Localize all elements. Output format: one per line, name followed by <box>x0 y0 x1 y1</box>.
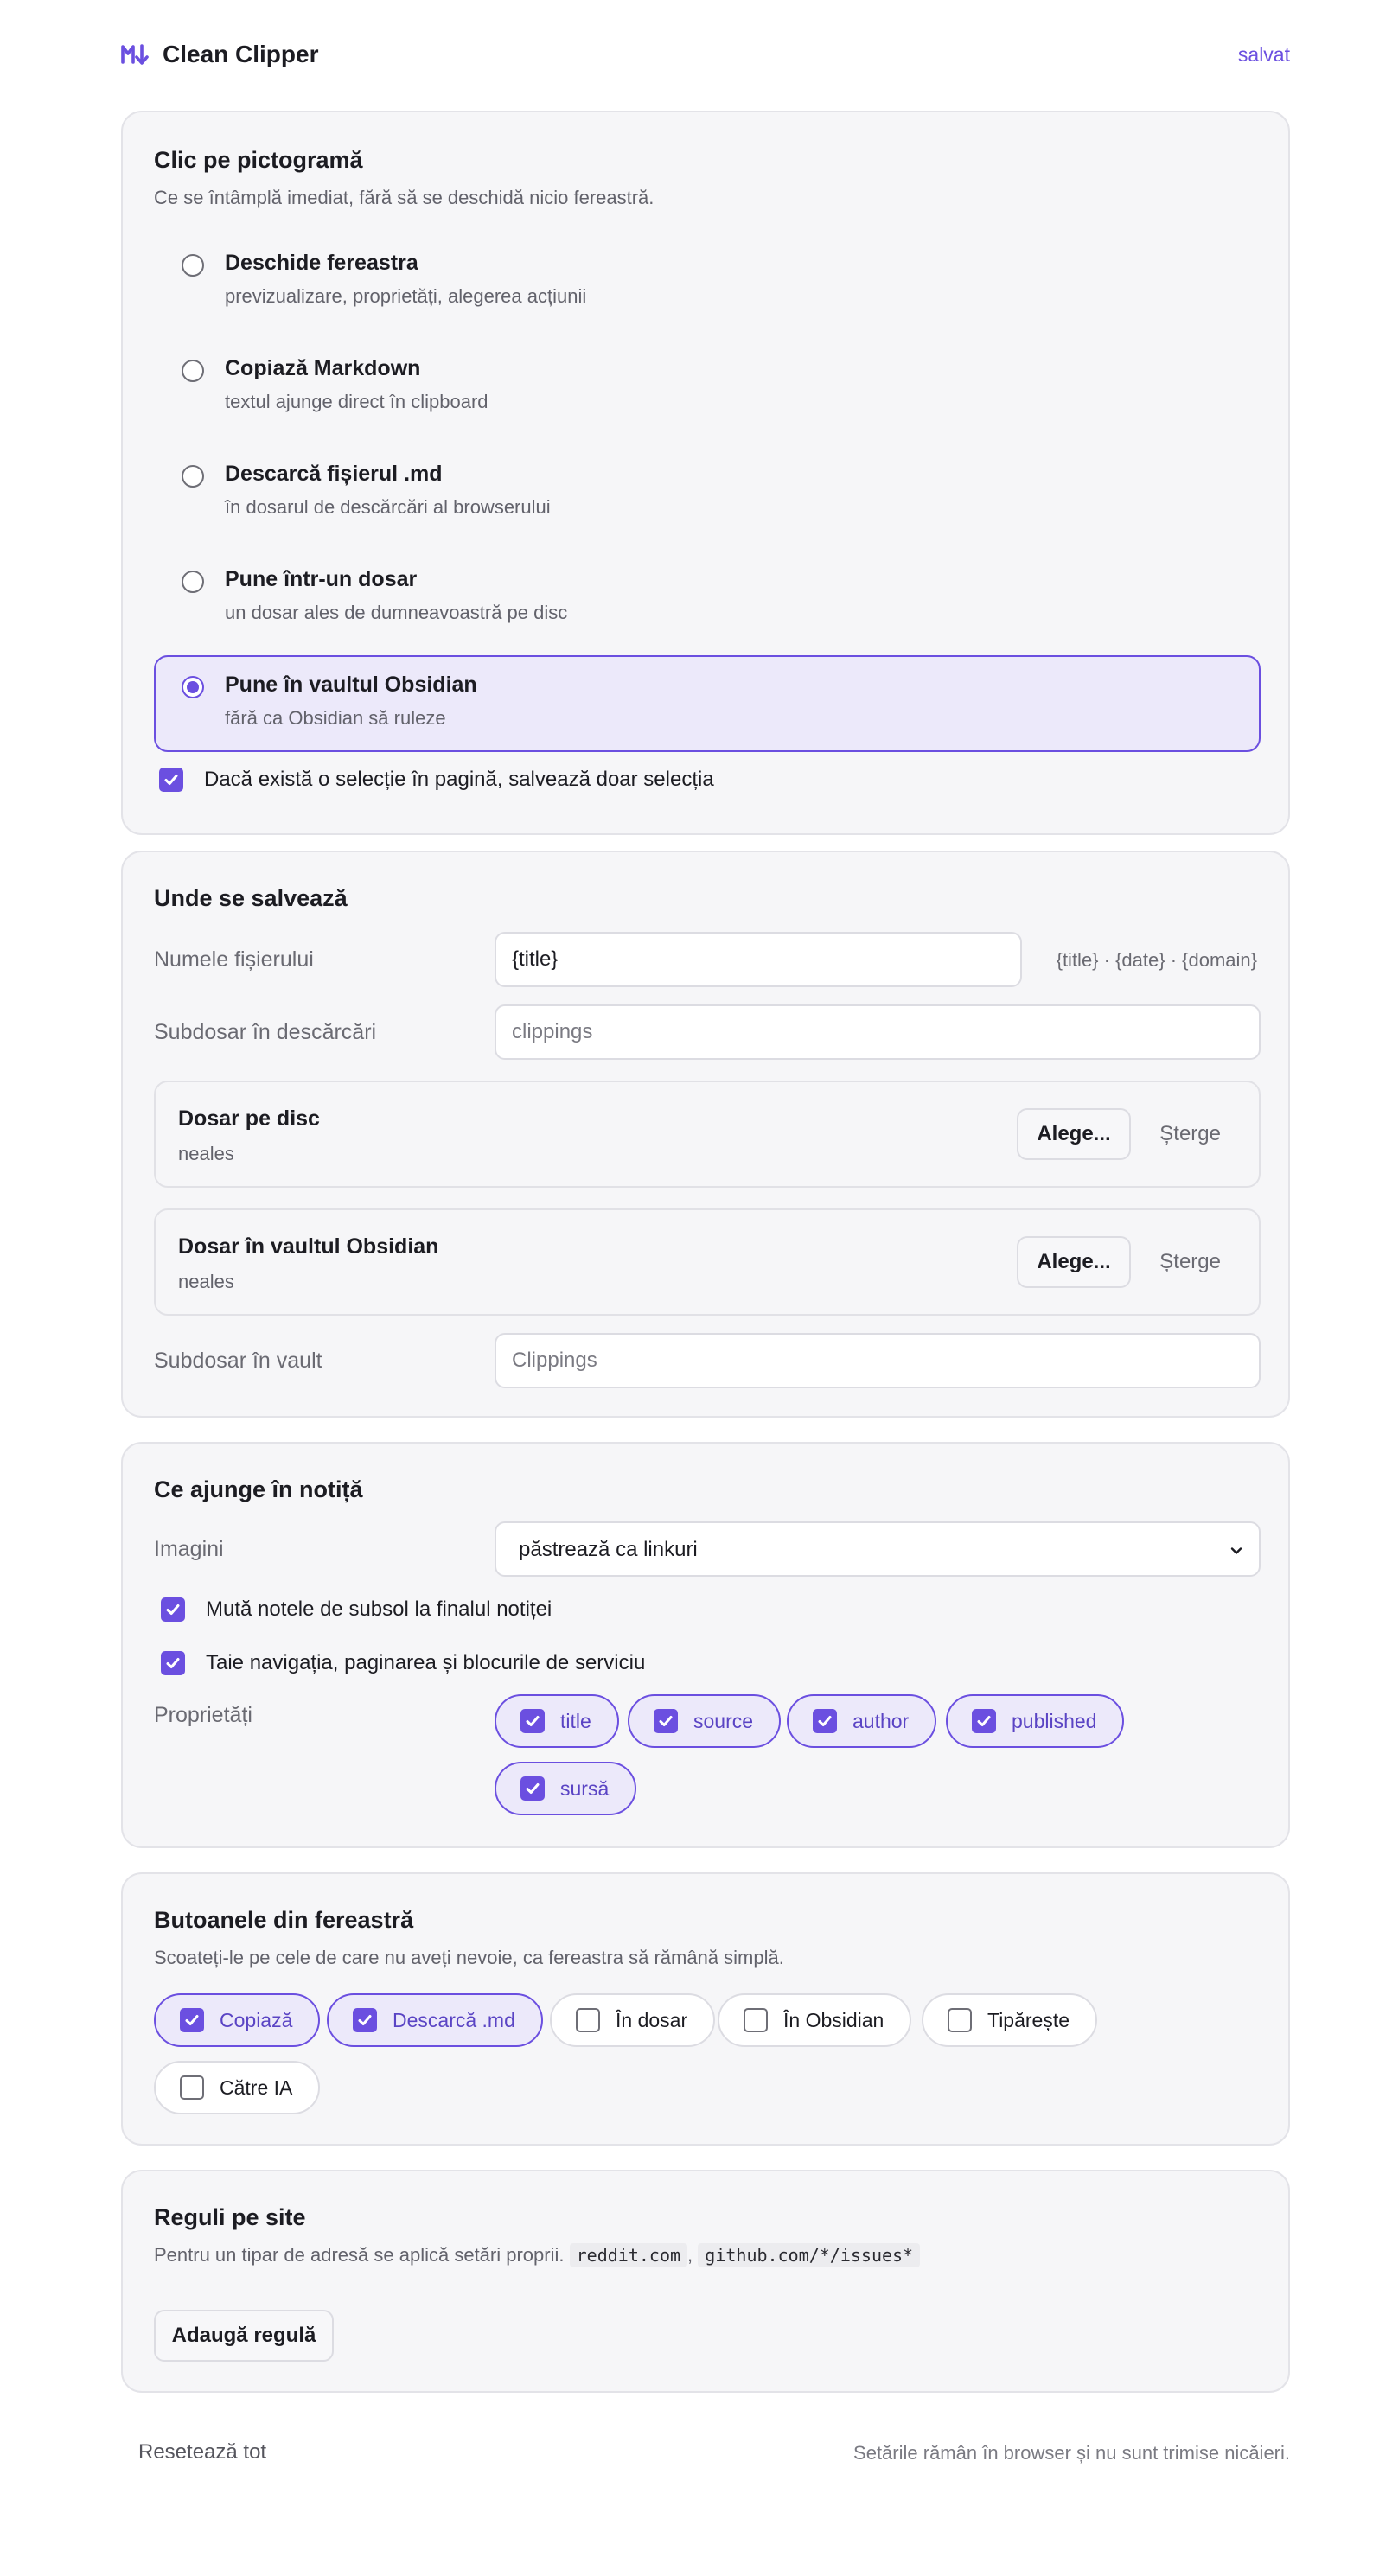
choose-vault-folder-button[interactable]: Alege... <box>1017 1236 1131 1288</box>
radio-button[interactable] <box>182 465 204 488</box>
check-icon <box>183 2012 201 2029</box>
section-title: Ce ajunge în notiță <box>154 1476 363 1502</box>
pill-label: Către IA <box>220 2075 293 2099</box>
vault-folder-value: neales <box>178 1271 234 1292</box>
section-title: Butoanele din fereastră <box>154 1907 414 1933</box>
radio-option-open-window[interactable] <box>154 233 1261 330</box>
images-select-value: păstrează ca linkuri <box>519 1538 698 1561</box>
choose-disk-folder-button[interactable]: Alege... <box>1017 1108 1131 1160</box>
button-pill-in-obsidian[interactable] <box>718 1993 911 2047</box>
checkbox[interactable] <box>520 1776 545 1801</box>
images-select[interactable] <box>495 1521 1261 1577</box>
radio-label: Copiază Markdown <box>225 356 421 380</box>
section-description: Scoateți-le pe cele de care nu aveți nevoie, ca fereastra să rămână simplă. <box>154 1947 784 1968</box>
header <box>121 0 1290 112</box>
cut-navigation-option[interactable] <box>161 1651 645 1675</box>
radio-button[interactable] <box>182 676 204 698</box>
button-pill-in-folder[interactable] <box>550 1993 715 2047</box>
check-icon <box>975 1712 993 1730</box>
images-label: Imagini <box>154 1537 224 1561</box>
checkbox[interactable] <box>159 768 183 792</box>
disk-folder-row <box>154 1081 1261 1188</box>
vault-subfolder-label: Subdosar în vault <box>154 1349 322 1373</box>
vault-folder-title: Dosar în vaultul Obsidian <box>178 1234 439 1259</box>
pill-label: published <box>1012 1709 1097 1732</box>
click-action-card <box>121 111 1290 835</box>
checkbox[interactable] <box>654 1709 678 1733</box>
section-description: Ce se întâmplă imediat, fără să se deschidă nicio fereastră. <box>154 187 654 208</box>
checkbox[interactable] <box>161 1597 185 1622</box>
rules-description-text: Pentru un tipar de adresă se aplică setări proprii. <box>154 2244 565 2266</box>
checkbox[interactable] <box>813 1709 837 1733</box>
radio-label: Descarcă fișierul .md <box>225 462 443 486</box>
saved-status: salvat <box>1237 42 1290 66</box>
filename-input[interactable] <box>495 932 1022 987</box>
pill-label: sursă <box>560 1776 610 1800</box>
check-icon <box>524 1780 541 1797</box>
radio-description: previzualizare, proprietăți, alegerea acțiunii <box>225 285 587 307</box>
clear-vault-folder-button[interactable]: Șterge <box>1159 1250 1221 1273</box>
check-icon <box>164 1655 182 1672</box>
downloads-subfolder-input[interactable] <box>495 1004 1261 1060</box>
property-pill-published[interactable] <box>946 1694 1124 1748</box>
example-pattern-reddit: reddit.com <box>570 2243 687 2267</box>
example-separator: , <box>687 2244 693 2266</box>
chevron-down-icon <box>1228 1542 1245 1559</box>
section-title: Reguli pe site <box>154 2204 306 2230</box>
checkbox[interactable] <box>353 2008 377 2032</box>
button-pill-print[interactable] <box>922 1993 1097 2047</box>
check-icon <box>356 2012 374 2029</box>
properties-label: Proprietăți <box>154 1703 252 1727</box>
property-pill-source[interactable] <box>628 1694 781 1748</box>
radio-label: Pune în vaultul Obsidian <box>225 673 477 697</box>
app-title: Clean Clipper <box>163 41 319 67</box>
pill-label: author <box>852 1709 910 1732</box>
filename-hint: {title} · {date} · {domain} <box>1056 949 1257 971</box>
radio-label: Deschide fereastra <box>225 251 418 275</box>
window-buttons-card <box>121 1872 1290 2146</box>
radio-description: un dosar ales de dumneavoastră pe disc <box>225 602 568 623</box>
section-title: Unde se salvează <box>154 885 348 911</box>
check-icon <box>816 1712 833 1730</box>
add-rule-button[interactable]: Adaugă regulă <box>154 2310 334 2362</box>
pill-label: title <box>560 1709 591 1732</box>
markdown-down-arrow-icon <box>121 43 149 66</box>
radio-description: în dosarul de descărcări al browserului <box>225 496 551 518</box>
radio-description: textul ajunge direct în clipboard <box>225 391 488 412</box>
disk-folder-value: neales <box>178 1143 234 1164</box>
site-rules-card <box>121 2170 1290 2393</box>
pill-label: Descarcă .md <box>393 2008 515 2031</box>
checkbox-label: Taie navigația, paginarea și blocurile de serviciu <box>206 1651 646 1674</box>
radio-description: fără ca Obsidian să ruleze <box>225 707 446 729</box>
save-location-card <box>121 851 1290 1418</box>
checkbox[interactable] <box>180 2075 204 2100</box>
checkbox-label: Dacă există o selecție în pagină, salvează doar selecția <box>204 768 714 791</box>
property-pill-title[interactable] <box>495 1694 619 1748</box>
property-pill-sursa[interactable] <box>495 1762 636 1815</box>
footnotes-option[interactable] <box>161 1597 552 1622</box>
radio-option-download-md[interactable] <box>154 444 1261 541</box>
pill-label: Tipărește <box>987 2008 1070 2031</box>
vault-folder-row <box>154 1208 1261 1316</box>
checkbox-label: Mută notele de subsol la finalul notiței <box>206 1597 552 1621</box>
vault-subfolder-input[interactable] <box>495 1333 1261 1388</box>
privacy-note: Setările rămân în browser și nu sunt trimise nicăieri. <box>853 2442 1290 2464</box>
button-pill-to-ai[interactable] <box>154 2061 320 2114</box>
pill-label: În dosar <box>616 2008 688 2031</box>
section-description <box>154 2244 920 2267</box>
radio-option-put-in-folder[interactable] <box>154 550 1261 647</box>
button-pill-download-md[interactable] <box>327 1993 543 2047</box>
checkbox[interactable] <box>948 2008 972 2032</box>
radio-option-obsidian-vault[interactable] <box>154 655 1261 752</box>
check-icon <box>164 1601 182 1618</box>
radio-button[interactable] <box>182 360 204 382</box>
disk-folder-title: Dosar pe disc <box>178 1106 320 1131</box>
pill-label: În Obsidian <box>783 2008 884 2031</box>
check-icon <box>163 771 180 788</box>
checkbox[interactable] <box>161 1651 185 1675</box>
section-title: Clic pe pictogramă <box>154 147 363 173</box>
brand <box>121 41 318 68</box>
radio-option-copy-markdown[interactable] <box>154 339 1261 436</box>
example-pattern-github: github.com/*/issues* <box>698 2243 920 2267</box>
note-content-card <box>121 1442 1290 1848</box>
checkbox[interactable] <box>972 1709 996 1733</box>
radio-label: Pune într-un dosar <box>225 567 418 591</box>
checkbox[interactable] <box>180 2008 204 2032</box>
pill-label: source <box>693 1709 754 1732</box>
check-icon <box>524 1712 541 1730</box>
checkbox[interactable] <box>520 1709 545 1733</box>
radio-button[interactable] <box>182 254 204 277</box>
button-pill-copy[interactable] <box>154 1993 320 2047</box>
clear-disk-folder-button[interactable]: Șterge <box>1159 1122 1221 1145</box>
selection-only-option[interactable] <box>159 768 714 792</box>
filename-label: Numele fișierului <box>154 947 314 972</box>
property-pill-author[interactable] <box>787 1694 936 1748</box>
checkbox[interactable] <box>744 2008 768 2032</box>
pill-label: Copiază <box>220 2008 293 2031</box>
downloads-subfolder-label: Subdosar în descărcări <box>154 1020 377 1044</box>
reset-all-button[interactable]: Resetează tot <box>138 2440 267 2464</box>
check-icon <box>657 1712 674 1730</box>
checkbox[interactable] <box>576 2008 600 2032</box>
radio-button[interactable] <box>182 571 204 593</box>
